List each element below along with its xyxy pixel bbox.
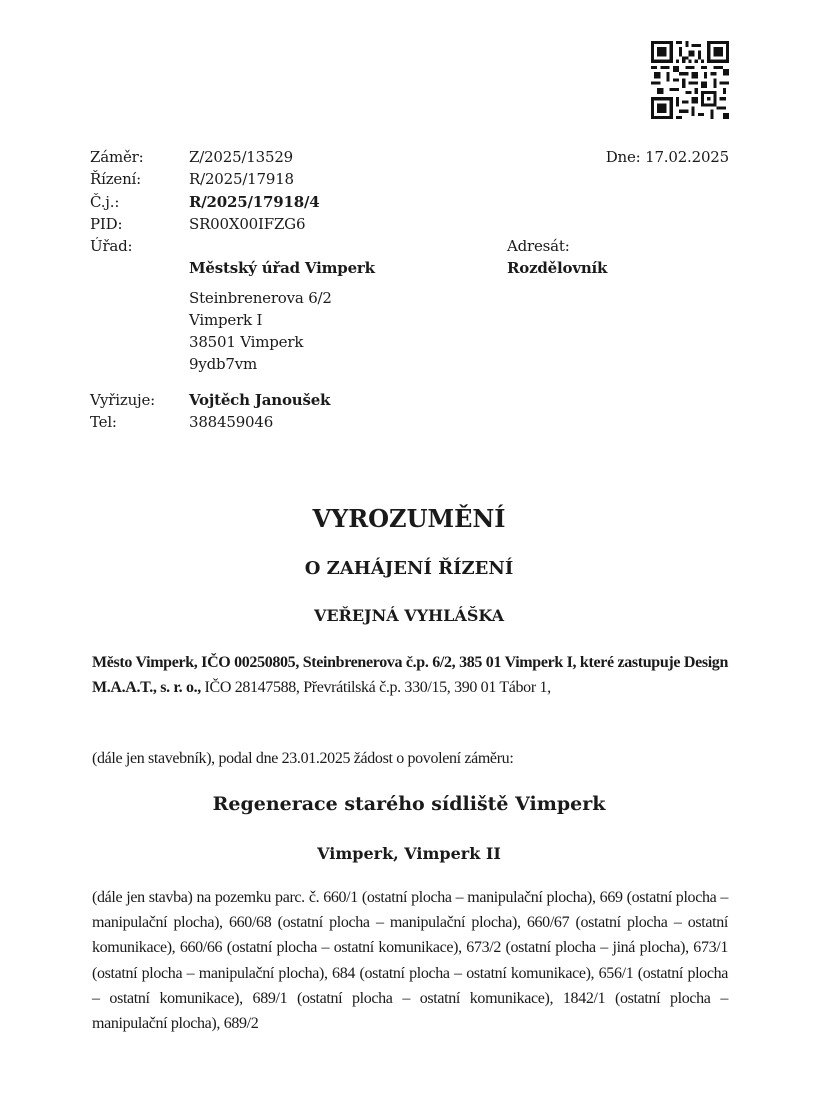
field-value: R/2025/17918	[189, 170, 294, 188]
contact-value: Vojtěch Janoušek	[189, 391, 331, 409]
applicant-paragraph	[92, 650, 728, 700]
contact-value: 388459046	[189, 413, 274, 431]
field-label: Záměr:	[90, 148, 144, 166]
applicant-bold: Město Vimperk, IČO 00250805, Steinbrenerova č.p. 6/2, 385 01 Vimperk I, které zastupuje Design M.A.A.T., s. r. o.,	[92, 654, 728, 697]
contact-label: Vyřizuje:	[90, 391, 156, 409]
office-name: Městský úřad Vimperk	[189, 259, 375, 277]
recipient-value: Rozdělovník	[507, 259, 608, 277]
recipient-label: Adresát:	[507, 237, 570, 255]
qr-code-icon	[651, 41, 729, 119]
office-address-street: Steinbrenerova 6/2	[189, 289, 332, 307]
office-databox-id: 9ydb7vm	[189, 355, 258, 373]
parcels-paragraph: (dále jen stavba) na pozemku parc. č. 660/1 (ostatní plocha – manipulační plocha), 669 (ostatní plocha – manipulační plocha), 660/68 (ostatní plocha – manipulační plocha), 660/67 (ostatní plocha – ostatní komunikace), 660/66 (ostatní plocha – ostatní komunikace), 673/2 (ostatní plocha – jiná plocha), 673/1 (ostatní plocha – manipulační plocha), 684 (ostatní plocha – ostatní komunikace), 656/1 (ostatní plocha – ostatní komunikace), 689/1 (ostatní plocha – ostatní komunikace), 1842/1 (ostatní plocha – manipulační plocha), 689/2	[92, 889, 728, 1033]
project-name: Regenerace starého sídliště Vimperk	[212, 793, 606, 815]
field-value: SR00X00IFZG6	[189, 215, 306, 233]
document-title: VYROZUMĚNÍ	[312, 504, 506, 533]
field-label: PID:	[90, 215, 123, 233]
applicant-rest: IČO 28147588, Převrátilská č.p. 330/15, 390 01 Tábor 1,	[200, 679, 551, 697]
field-label: Řízení:	[90, 170, 141, 188]
office-address-city: 38501 Vimperk	[189, 333, 304, 351]
field-value: Z/2025/13529	[189, 148, 294, 166]
field-label: Úřad:	[90, 237, 133, 255]
intro-paragraph: (dále jen stavebník), podal dne 23.01.2025 žádost o povolení záměru:	[92, 750, 514, 767]
notice-type: VEŘEJNÁ VYHLÁŠKA	[313, 606, 505, 625]
field-label: Č.j.:	[90, 193, 120, 211]
office-address-district: Vimperk I	[189, 311, 263, 329]
document-date: Dne: 17.02.2025	[605, 148, 729, 166]
contact-label: Tel:	[90, 413, 117, 431]
document-subtitle: O ZAHÁJENÍ ŘÍZENÍ	[304, 558, 514, 579]
field-value: R/2025/17918/4	[189, 193, 320, 211]
project-location: Vimperk, Vimperk II	[317, 844, 501, 863]
